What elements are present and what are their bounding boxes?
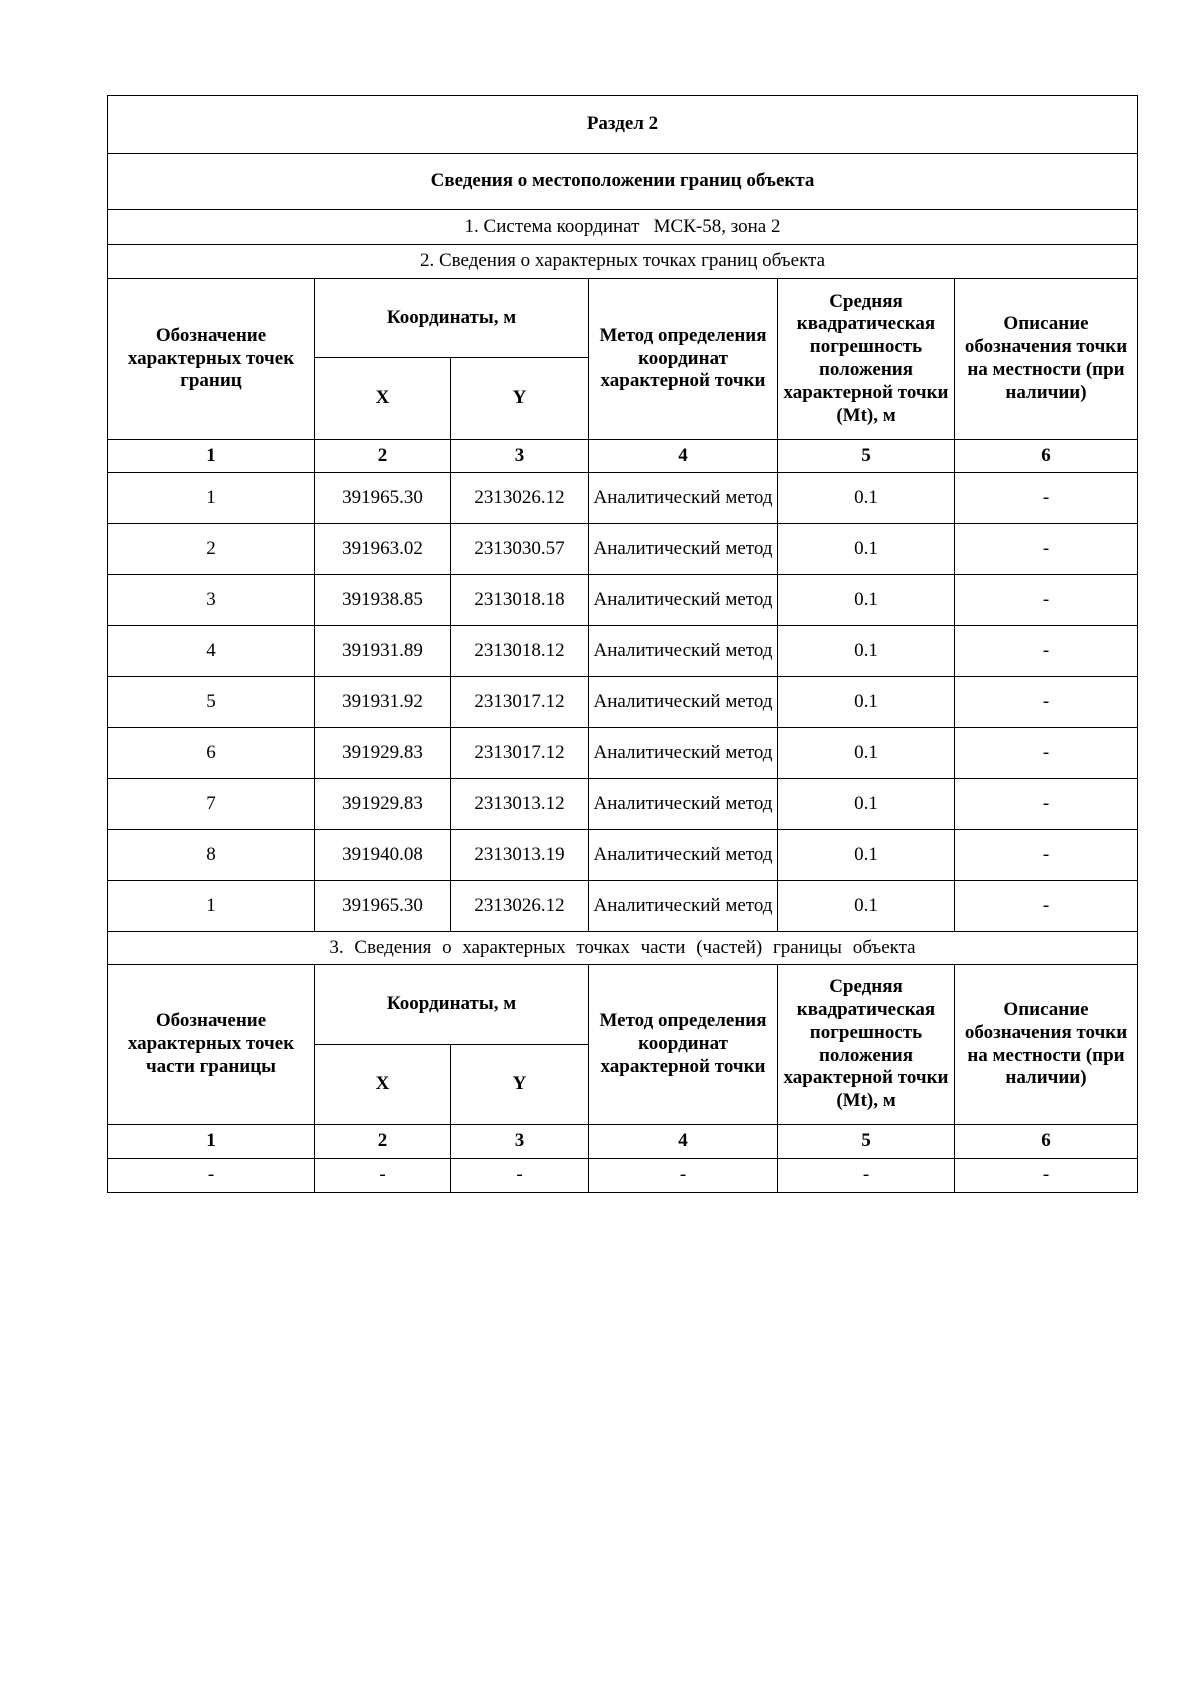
part-header-row: [108, 965, 1138, 1045]
header-x: X: [315, 358, 451, 440]
method-cell: Аналитический метод: [589, 830, 778, 881]
point-cell: 7: [108, 779, 315, 830]
point-cell: 2: [108, 524, 315, 575]
x-cell: 391931.92: [315, 677, 451, 728]
part-header-y: Y: [451, 1045, 589, 1125]
table-row: [108, 473, 1138, 524]
accuracy-cell: 0.1: [778, 626, 955, 677]
coordinate-system-cell: [108, 210, 1138, 245]
column-number: 2: [315, 440, 451, 473]
description-cell: -: [955, 830, 1138, 881]
point-cell: 5: [108, 677, 315, 728]
table-row: [108, 677, 1138, 728]
y-cell: 2313013.12: [451, 779, 589, 830]
method-cell: Аналитический метод: [589, 524, 778, 575]
description-cell: -: [955, 677, 1138, 728]
accuracy-cell: 0.1: [778, 779, 955, 830]
method-cell: Аналитический метод: [589, 881, 778, 932]
section-title: Раздел 2: [108, 96, 1138, 154]
y-cell: 2313026.12: [451, 881, 589, 932]
part-header-x: X: [315, 1045, 451, 1125]
part-header-description: Описание обозначения точки на местности (при наличии): [955, 965, 1138, 1125]
table-row: [108, 1159, 1138, 1193]
y-cell: 2313017.12: [451, 728, 589, 779]
description-cell: -: [955, 473, 1138, 524]
point-cell: 6: [108, 728, 315, 779]
header-description: Описание обозначения точки на местности (при наличии): [955, 279, 1138, 440]
y-cell: -: [451, 1159, 589, 1193]
point-cell: 4: [108, 626, 315, 677]
point-cell: 8: [108, 830, 315, 881]
table-row: [108, 830, 1138, 881]
point-cell: 1: [108, 881, 315, 932]
accuracy-cell: 0.1: [778, 728, 955, 779]
coordinate-system-label: 1. Система координат: [464, 215, 640, 237]
column-number: 1: [108, 1125, 315, 1159]
y-cell: 2313013.19: [451, 830, 589, 881]
y-cell: 2313026.12: [451, 473, 589, 524]
column-number: 5: [778, 440, 955, 473]
section-subtitle: Сведения о местоположении границ объекта: [108, 154, 1138, 210]
column-number: 6: [955, 440, 1138, 473]
description-cell: -: [955, 524, 1138, 575]
header-coordinates: Координаты, м: [315, 279, 589, 358]
part-header-method: Метод определения координат характерной точки: [589, 965, 778, 1125]
accuracy-cell: -: [778, 1159, 955, 1193]
x-cell: 391965.30: [315, 473, 451, 524]
section-subtitle-row: [108, 154, 1138, 210]
accuracy-cell: 0.1: [778, 677, 955, 728]
table-row: [108, 524, 1138, 575]
part-points-heading: 3. Сведения о характерных точках части (частей) границы объекта: [108, 932, 1138, 965]
column-number: 5: [778, 1125, 955, 1159]
method-cell: Аналитический метод: [589, 473, 778, 524]
boundary-points-heading: 2. Сведения о характерных точках границ объекта: [108, 245, 1138, 279]
boundary-document-table: [107, 95, 1138, 1193]
x-cell: 391931.89: [315, 626, 451, 677]
y-cell: 2313017.12: [451, 677, 589, 728]
accuracy-cell: 0.1: [778, 524, 955, 575]
method-cell: -: [589, 1159, 778, 1193]
boundary-column-numbers-row: [108, 440, 1138, 473]
header-accuracy: Средняя квадратическая погрешность положения характерной точки (Mt), м: [778, 279, 955, 440]
y-cell: 2313018.18: [451, 575, 589, 626]
column-number: 3: [451, 440, 589, 473]
header-designation: Обозначение характерных точек границ: [108, 279, 315, 440]
column-number: 6: [955, 1125, 1138, 1159]
accuracy-cell: 0.1: [778, 473, 955, 524]
boundary-points-heading-row: [108, 245, 1138, 279]
description-cell: -: [955, 728, 1138, 779]
part-header-coordinates: Координаты, м: [315, 965, 589, 1045]
boundary-header-row: [108, 279, 1138, 358]
column-number: 3: [451, 1125, 589, 1159]
column-number: 4: [589, 1125, 778, 1159]
part-points-heading-row: [108, 932, 1138, 965]
accuracy-cell: 0.1: [778, 830, 955, 881]
x-cell: 391963.02: [315, 524, 451, 575]
y-cell: 2313018.12: [451, 626, 589, 677]
x-cell: 391965.30: [315, 881, 451, 932]
point-cell: 1: [108, 473, 315, 524]
method-cell: Аналитический метод: [589, 728, 778, 779]
column-number: 2: [315, 1125, 451, 1159]
coordinate-system-value: МСК-58, зона 2: [653, 215, 781, 237]
header-method: Метод определения координат характерной точки: [589, 279, 778, 440]
table-row: [108, 881, 1138, 932]
part-column-numbers-row: [108, 1125, 1138, 1159]
x-cell: 391929.83: [315, 728, 451, 779]
column-number: 4: [589, 440, 778, 473]
description-cell: -: [955, 1159, 1138, 1193]
description-cell: -: [955, 881, 1138, 932]
method-cell: Аналитический метод: [589, 779, 778, 830]
part-header-designation: Обозначение характерных точек части границы: [108, 965, 315, 1125]
table-row: [108, 779, 1138, 830]
coordinate-system-row: [108, 210, 1138, 245]
x-cell: 391940.08: [315, 830, 451, 881]
table-row: [108, 626, 1138, 677]
x-cell: 391938.85: [315, 575, 451, 626]
description-cell: -: [955, 626, 1138, 677]
table-row: [108, 728, 1138, 779]
x-cell: -: [315, 1159, 451, 1193]
description-cell: -: [955, 575, 1138, 626]
point-cell: -: [108, 1159, 315, 1193]
method-cell: Аналитический метод: [589, 575, 778, 626]
part-header-accuracy: Средняя квадратическая погрешность положения характерной точки (Mt), м: [778, 965, 955, 1125]
y-cell: 2313030.57: [451, 524, 589, 575]
header-y: Y: [451, 358, 589, 440]
section-title-row: [108, 96, 1138, 154]
point-cell: 3: [108, 575, 315, 626]
table-row: [108, 575, 1138, 626]
description-cell: -: [955, 779, 1138, 830]
accuracy-cell: 0.1: [778, 881, 955, 932]
column-number: 1: [108, 440, 315, 473]
x-cell: 391929.83: [315, 779, 451, 830]
accuracy-cell: 0.1: [778, 575, 955, 626]
method-cell: Аналитический метод: [589, 677, 778, 728]
method-cell: Аналитический метод: [589, 626, 778, 677]
